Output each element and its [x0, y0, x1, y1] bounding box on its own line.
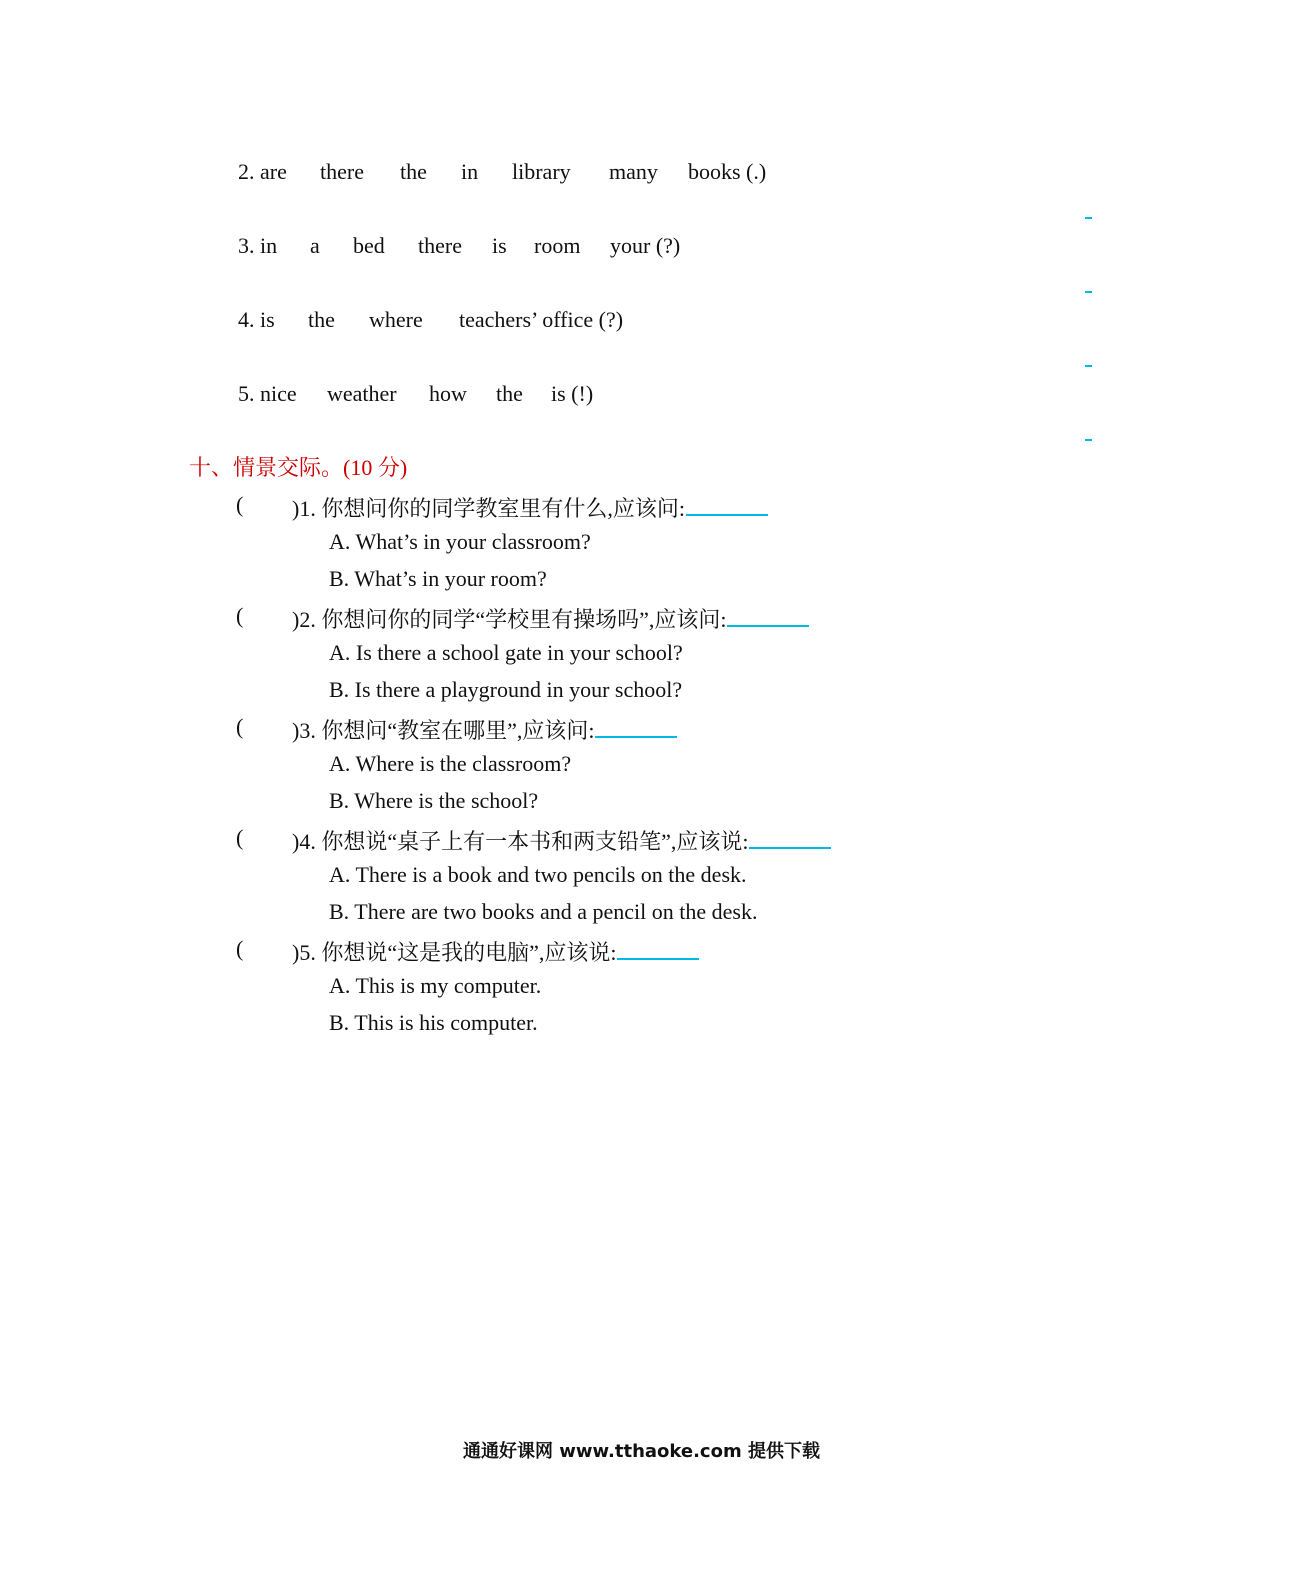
answer-blank[interactable] — [595, 712, 677, 738]
scramble-word: there — [320, 159, 364, 184]
answer-paren: ( — [236, 936, 244, 961]
option-b: B. This is his computer. — [329, 1010, 538, 1035]
answer-paren: ( — [236, 492, 244, 517]
scramble-word: bed — [353, 233, 385, 258]
section-title: 十、情景交际。(10 分) — [189, 455, 408, 480]
question-text: )5. 你想说“这是我的电脑”,应该说: — [292, 940, 617, 965]
answer-blank[interactable] — [617, 934, 699, 960]
scramble-word: many — [609, 159, 658, 184]
question-text: )2. 你想问你的同学“学校里有操场吗”,应该问: — [292, 607, 727, 632]
question-text-wrap — [292, 934, 699, 968]
scramble-word: 3. in — [238, 233, 278, 258]
scramble-word: room — [534, 233, 581, 258]
question-text: )1. 你想问你的同学教室里有什么,应该问: — [292, 496, 685, 521]
scramble-word: is — [492, 233, 507, 258]
answer-line-stub — [1085, 217, 1092, 219]
scramble-word: 4. is — [238, 307, 275, 332]
option-b: B. There are two books and a pencil on the desk. — [329, 899, 758, 924]
option-a: A. This is my computer. — [329, 973, 542, 998]
scramble-word: teachers’ office (?) — [459, 307, 624, 332]
question-text-wrap — [292, 490, 768, 524]
scramble-word: there — [418, 233, 462, 258]
option-b: B. Is there a playground in your school? — [329, 677, 683, 702]
option-a: A. Is there a school gate in your school? — [329, 640, 683, 665]
answer-blank[interactable] — [727, 601, 809, 627]
footer-text: 通通好课网 www.tthaoke.com 提供下载 — [463, 1441, 820, 1462]
option-a: A. There is a book and two pencils on the desk. — [329, 862, 747, 887]
answer-blank[interactable] — [749, 823, 831, 849]
answer-line-stub — [1085, 439, 1092, 441]
answer-line-stub — [1085, 291, 1092, 293]
scramble-word: is (!) — [551, 381, 594, 406]
scramble-word: your (?) — [610, 233, 681, 258]
question-text-wrap — [292, 823, 831, 857]
scramble-word: library — [512, 159, 571, 184]
scramble-word: books (.) — [688, 159, 767, 184]
option-b: B. What’s in your room? — [329, 566, 547, 591]
scramble-word: a — [310, 233, 320, 258]
scramble-word: 5. nice — [238, 381, 297, 406]
question-text: )3. 你想问“教室在哪里”,应该问: — [292, 718, 595, 743]
scramble-word: in — [461, 159, 479, 184]
question-text-wrap — [292, 712, 677, 746]
scramble-word: how — [429, 381, 467, 406]
scramble-word: where — [369, 307, 423, 332]
answer-paren: ( — [236, 714, 244, 739]
scramble-word: the — [308, 307, 335, 332]
scramble-word: the — [496, 381, 523, 406]
answer-line-stub — [1085, 365, 1092, 367]
option-a: A. What’s in your classroom? — [329, 529, 591, 554]
option-b: B. Where is the school? — [329, 788, 539, 813]
answer-blank[interactable] — [686, 490, 768, 516]
scramble-word: the — [400, 159, 427, 184]
answer-paren: ( — [236, 825, 244, 850]
answer-paren: ( — [236, 603, 244, 628]
scramble-word: 2. are — [238, 159, 287, 184]
question-text: )4. 你想说“桌子上有一本书和两支铅笔”,应该说: — [292, 829, 749, 854]
scramble-word: weather — [327, 381, 397, 406]
footer-credit — [0, 1438, 1291, 1466]
question-text-wrap — [292, 601, 809, 635]
option-a: A. Where is the classroom? — [329, 751, 572, 776]
